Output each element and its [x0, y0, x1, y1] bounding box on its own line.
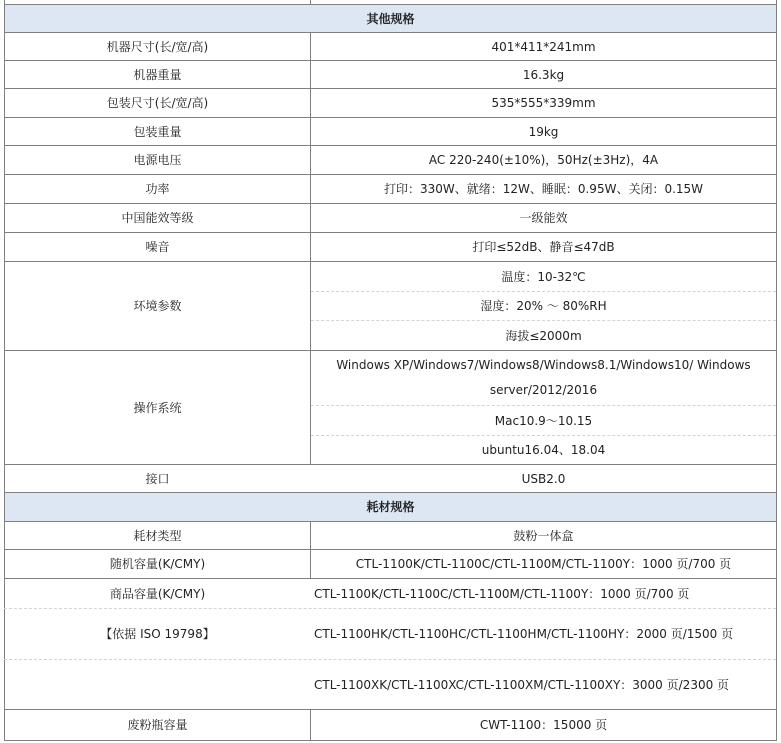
label-power: 功率 [145, 182, 170, 196]
label-bundled-capacity: 随机容量(K/CMY) [109, 557, 206, 571]
value-interface: USB2.0 [521, 471, 566, 486]
value-bundled-capacity: CTL-1100K/CTL-1100C/CTL-1100M/CTL-1100Y：1000 页/700 页 [355, 557, 732, 571]
label-waste-capacity: 废粉瓶容量 [127, 718, 188, 732]
value-temperature: 温度：10-32℃ [501, 269, 586, 284]
value-os-ubuntu: ubuntu16.04、18.04 [481, 443, 606, 457]
section-header-other: 其他规格 [5, 5, 776, 32]
section-header-consumables: 耗材规格 [5, 493, 776, 521]
label-power-voltage: 电源电压 [133, 153, 182, 167]
label-noise: 噪音 [145, 240, 170, 254]
label-package-weight: 包装重量 [133, 124, 182, 139]
value-os-mac: Mac10.9～10.15 [494, 413, 593, 428]
value-machine-weight: 16.3kg [522, 67, 565, 82]
value-retail-capacity-extra: CTL-1100XK/CTL-1100XC/CTL-1100XM/CTL-1100XY：3000 页/2300 页 [314, 677, 730, 692]
value-package-size: 535*555*339mm [491, 96, 596, 110]
value-os-windows: Windows XP/Windows7/Windows8/Windows8.1/Windows10/ Windows server/2012/2016 [336, 358, 751, 397]
label-os: 操作系统 [133, 400, 182, 415]
label-interface: 接口 [145, 471, 170, 486]
label-package-size: 包装尺寸(长/宽/高) [106, 96, 209, 110]
value-consumable-type: 鼓粉一体盒 [513, 528, 574, 543]
value-energy-grade: 一级能效 [519, 211, 568, 225]
label-iso-note: 【依据 ISO 19798】 [100, 627, 215, 641]
label-machine-weight: 机器重量 [133, 67, 182, 82]
value-power-voltage: AC 220-240(±10%)，50Hz(±3Hz)，4A [428, 153, 659, 167]
value-noise: 打印≤52dB、静音≤47dB [472, 240, 615, 254]
value-power: 打印：330W、就绪：12W、睡眠：0.95W、关闭：0.15W [383, 182, 704, 196]
spec-table [4, 0, 777, 741]
label-energy-grade: 中国能效等级 [121, 211, 194, 225]
value-machine-size: 401*411*241mm [491, 39, 596, 54]
value-altitude: 海拔≤2000m [505, 328, 582, 343]
value-humidity: 湿度：20% ～ 80%RH [480, 299, 607, 313]
label-machine-size: 机器尺寸(长/宽/高) [106, 39, 209, 54]
label-retail-capacity: 商品容量(K/CMY) [109, 586, 206, 601]
value-retail-capacity-standard: CTL-1100K/CTL-1100C/CTL-1100M/CTL-1100Y：1000 页/700 页 [314, 586, 690, 601]
value-waste-capacity: CWT-1100：15000 页 [479, 718, 608, 732]
label-environment: 环境参数 [133, 299, 182, 313]
label-consumable-type: 耗材类型 [133, 528, 182, 543]
value-retail-capacity-high: CTL-1100HK/CTL-1100HC/CTL-1100HM/CTL-1100HY：2000 页/1500 页 [314, 627, 734, 641]
value-package-weight: 19kg [528, 124, 559, 139]
